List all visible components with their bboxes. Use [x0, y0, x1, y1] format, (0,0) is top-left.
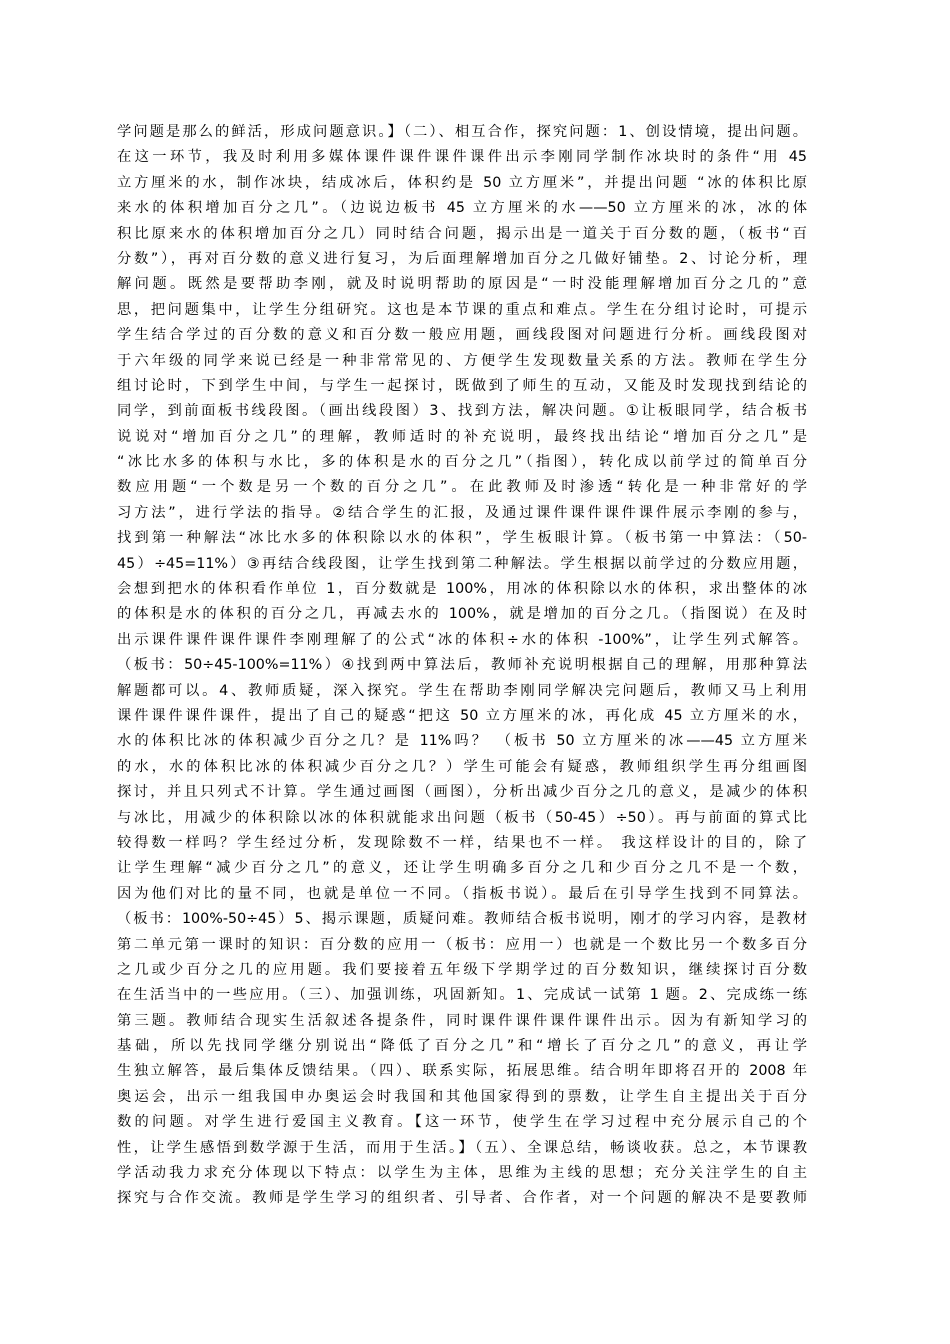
- text-line: 数的问题。对学生进行爱国主义教育。【这一环节，使学生在学习过程中充分展示自己的个: [117, 1114, 807, 1131]
- text-line: 立方厘米的水，制作冰块，结成冰后，体积约是 50 立方厘米”，并提出问题 “冰的体积比原: [117, 174, 807, 191]
- text-line: 之几或少百分之几的应用题。我们要接着五年级下学期学过的百分数知识，继续探讨百分数: [117, 961, 807, 978]
- text-line: （板书：50÷45-100%=11%）④找到两中算法后，教师补充说明根据自己的理解，用那种算法: [117, 657, 807, 674]
- text-line: 奥运会，出示一组我国申办奥运会时我国和其他国家得到的票数，让学生自主提出关于百分: [117, 1088, 807, 1105]
- text-line: 于六年级的同学来说已经是一种非常常见的、方便学生发现数量关系的方法。教师在学生分: [117, 352, 807, 369]
- text-line: 第三题。教师结合现实生活叙述各提条件，同时课件课件课件课件出示。因为有新知学习的: [117, 1012, 807, 1029]
- text-line: 同学，到前面板书线段图。（画出线段图）3、找到方法，解决问题。①让板眼同学，结合板书: [117, 403, 807, 420]
- text-line: 生独立解答，最后集体反馈结果。（四）、联系实际，拓展思维。结合明年即将召开的 2008 年: [117, 1063, 807, 1080]
- text-line: 与冰比，用减少的体积除以冰的体积就能求出问题（板书（50-45）÷50）。再与前面的算式比: [117, 809, 807, 826]
- text-line: 来水的体积增加百分之几”。（边说边板书 45 立方厘米的水——50 立方厘米的冰，冰的体: [117, 200, 807, 217]
- text-line: 学活动我力求充分体现以下特点：以学生为主体，思维为主线的思想；充分关注学生的自主: [117, 1165, 807, 1182]
- text-line: 水的体积比冰的体积减少百分之几？是 11%吗？ （板书 50 立方厘米的冰——45 立方厘米: [117, 733, 807, 750]
- document-body-text: [117, 120, 807, 1212]
- text-line: 课件课件课件课件，提出了自己的疑惑“把这 50 立方厘米的冰，再化成 45 立方厘米的水，: [117, 707, 807, 724]
- text-line: 数应用题“一个数是另一个数的百分之几”。在此教师及时渗透“转化是一种非常好的学: [117, 479, 807, 496]
- text-line: 在生活当中的一些应用。（三）、加强训练，巩固新知。1、完成试一试第 1 题。2、完成练一练: [117, 987, 807, 1004]
- text-line: 的体积是水的体积的百分之几，再减去水的 100%，就是增加的百分之几。（指图说）在及时: [117, 606, 807, 623]
- text-line: 积比原来水的体积增加百分之几）同时结合问题，揭示出是一道关于百分数的题，（板书“百: [117, 225, 807, 242]
- text-line: 学生结合学过的百分数的意义和百分数一般应用题，画线段图对问题进行分析。画线段图对: [117, 327, 807, 344]
- text-line: （板书：100%-50÷45）5、揭示课题，质疑问难。教师结合板书说明，刚才的学习内容，是教材: [117, 911, 807, 928]
- text-line: 因为他们对比的量不同，也就是单位一不同。（指板书说）。最后在引导学生找到不同算法。: [117, 885, 807, 902]
- text-line: 学问题是那么的鲜活，形成问题意识。】（二）、相互合作，探究问题：1、创设情境，提出问题。: [117, 124, 807, 140]
- text-line: 分数”），再对百分数的意义进行复习，为后面理解增加百分之几做好铺垫。2、讨论分析，理: [117, 250, 807, 267]
- text-line: 探讨，并且只列式不计算。学生通过画图（画图），分析出减少百分之几的意义，是减少的体积: [117, 784, 807, 801]
- text-line: 解题都可以。4、教师质疑，深入探究。学生在帮助李刚同学解决完问题后，教师又马上利用: [117, 682, 807, 699]
- text-line: 基础，所以先找同学继分别说出“降低了百分之几”和“增长了百分之几”的意义，再让学: [117, 1038, 807, 1055]
- text-line: 组讨论时，下到学生中间，与学生一起探讨，既做到了师生的互动，又能及时发现找到结论的: [117, 377, 807, 394]
- text-line: 第二单元第一课时的知识：百分数的应用一（板书：应用一）也就是一个数比另一个数多百分: [117, 936, 807, 953]
- text-line: 习方法”，进行学法的指导。②结合学生的汇报，及通过课件课件课件课件展示李刚的参与，: [117, 504, 807, 521]
- text-line: 会想到把水的体积看作单位 1，百分数就是 100%，用冰的体积除以水的体积，求出整体的冰: [117, 581, 807, 598]
- text-line: 探究与合作交流。教师是学生学习的组织者、引导者、合作者，对一个问题的解决不是要教师: [117, 1190, 807, 1207]
- text-line: 较得数一样吗？学生经过分析，发现除数不一样，结果也不一样。 我这样设计的目的，除了: [117, 834, 807, 851]
- text-line: 说说对“增加百分之几”的理解，教师适时的补充说明，最终找出结论“增加百分之几”是: [117, 428, 807, 445]
- text-line: “冰比水多的体积与水比，多的体积是水的百分之几”（指图），转化成以前学过的简单百分: [117, 454, 807, 471]
- text-line: 的水，水的体积比冰的体积减少百分之几？）学生可能会有疑惑，教师组织学生再分组画图: [117, 758, 807, 775]
- text-line: 思，把问题集中，让学生分组研究。这也是本节课的重点和难点。学生在分组讨论时，可提示: [117, 301, 807, 318]
- text-line: 在这一环节，我及时利用多媒体课件课件课件课件出示李刚同学制作冰块时的条件“用 45: [117, 149, 807, 166]
- text-line: 让学生理解“减少百分之几”的意义，还让学生明确多百分之几和少百分之几不是一个数，: [117, 860, 807, 877]
- text-line: 找到第一种解法“冰比水多的体积除以水的体积”，学生板眼计算。（板书第一中算法：（50-: [117, 530, 807, 547]
- text-line: 解问题。既然是要帮助李刚，就及时说明帮助的原因是“一时没能理解增加百分之几的”意: [117, 276, 807, 293]
- text-line: 45）÷45=11%）③再结合线段图，让学生找到第二种解法。学生根据以前学过的分数应用题，: [117, 555, 807, 572]
- text-line: 出示课件课件课件课件李刚理解了的公式“冰的体积÷水的体积 -100%”，让学生列式解答。: [117, 631, 807, 648]
- text-line: 性，让学生感悟到数学源于生活，而用于生活。】（五）、全课总结，畅谈收获。总之，本节课教: [117, 1139, 807, 1156]
